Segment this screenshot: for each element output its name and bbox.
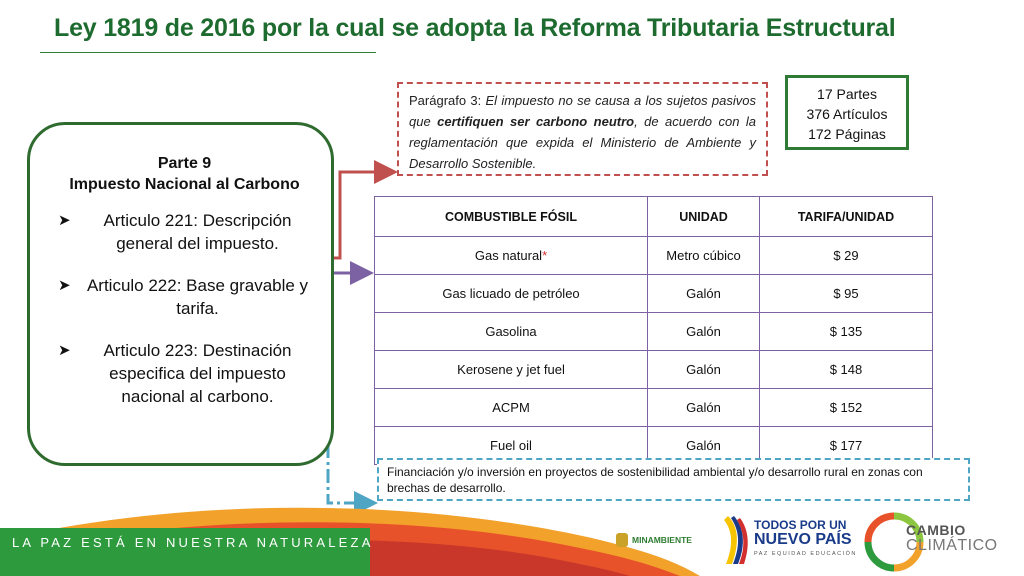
fuel-rate-table [374,196,933,465]
footer-logos [598,508,1024,576]
fuel-cell: Fuel oil [375,427,648,465]
colombia-flag-icon [722,514,752,566]
table-row [375,351,933,389]
rate-cell: $ 177 [760,427,933,465]
asterisk-mark: * [542,248,548,263]
list-item [56,339,313,408]
rate-cell: $ 29 [760,237,933,275]
list-item-label: Articulo 222: Base gravable y tarifa. [86,276,309,318]
table-row [375,275,933,313]
parte-9-box [27,122,334,466]
unit-cell: Galón [648,351,760,389]
todos-por-un-nuevo-pais-logo [720,510,860,570]
unit-cell: Metro cúbico [648,237,760,275]
unit-cell: Galón [648,427,760,465]
list-item-label: Articulo 221: Descripción general del impuesto. [103,211,292,253]
slide-title: Ley 1819 de 2016 por la cual se adopta la Reforma Tributaria Estructural [54,14,896,42]
table-row [375,389,933,427]
table-row [375,237,933,275]
parte-heading [56,153,313,195]
bullet-arrow-icon: ➤ [58,342,71,359]
stats-box [785,75,909,150]
column-header: TARIFA/UNIDAD [760,197,933,237]
table-header-row [375,197,933,237]
stats-articulos: 376 Artículos [806,106,888,122]
paragrafo-bold: certifiquen ser carbono neutro [437,114,635,129]
paragrafo-prefix: Parágrafo 3: [409,93,486,108]
rate-cell: $ 148 [760,351,933,389]
list-item [56,209,313,255]
list-item [56,274,313,320]
todos-line2: NUEVO PAÍS [754,531,852,548]
paragrafo-text-a: El impuesto no se causa a los sujetos pasivos que [409,93,756,129]
rate-cell: $ 95 [760,275,933,313]
coat-of-arms-icon [616,533,628,547]
fuel-cell: Gas natural* [375,237,648,275]
cambio-climatico-logo [862,510,1022,574]
table-row [375,313,933,351]
financiacion-box: Financiación y/o inversión en proyectos de sostenibilidad ambiental y/o desarrollo rural en zonas con brechas de desarrollo. [377,458,970,501]
minambiente-label: MINAMBIENTE [632,535,692,545]
articulos-list [56,209,313,408]
bullet-arrow-icon: ➤ [58,277,71,294]
paragrafo-box [397,82,768,176]
stats-paginas: 172 Páginas [808,126,886,142]
paragrafo-text-b: , de acuerdo con la reglamentación que expida el Ministerio de Ambiente y Desarrollo Sostenible. [409,114,756,171]
column-header: UNIDAD [648,197,760,237]
list-item-label: Articulo 223: Destinación especifica del impuesto nacional al carbono. [103,341,292,406]
rate-cell: $ 135 [760,313,933,351]
cambio-line2: CLIMÁTICO [906,537,998,554]
stats-partes: 17 Partes [817,86,877,102]
fuel-cell: Gas licuado de petróleo [375,275,648,313]
footer-slogan: LA PAZ ESTÁ EN NUESTRA NATURALEZA [12,535,374,550]
unit-cell: Galón [648,313,760,351]
parte-number: Parte 9 [157,155,212,172]
minambiente-logo [616,529,708,551]
cambio-line1: CAMBIO [906,522,966,538]
todos-line1: TODOS POR UN [754,518,847,532]
column-header: COMBUSTIBLE FÓSIL [375,197,648,237]
parte-name: Impuesto Nacional al Carbono [69,176,300,193]
unit-cell: Galón [648,389,760,427]
fuel-cell: ACPM [375,389,648,427]
fuel-cell: Kerosene y jet fuel [375,351,648,389]
rate-cell: $ 152 [760,389,933,427]
bullet-arrow-icon: ➤ [58,212,71,229]
fuel-cell: Gasolina [375,313,648,351]
todos-line3: PAZ EQUIDAD EDUCACIÓN [754,551,857,557]
unit-cell: Galón [648,275,760,313]
